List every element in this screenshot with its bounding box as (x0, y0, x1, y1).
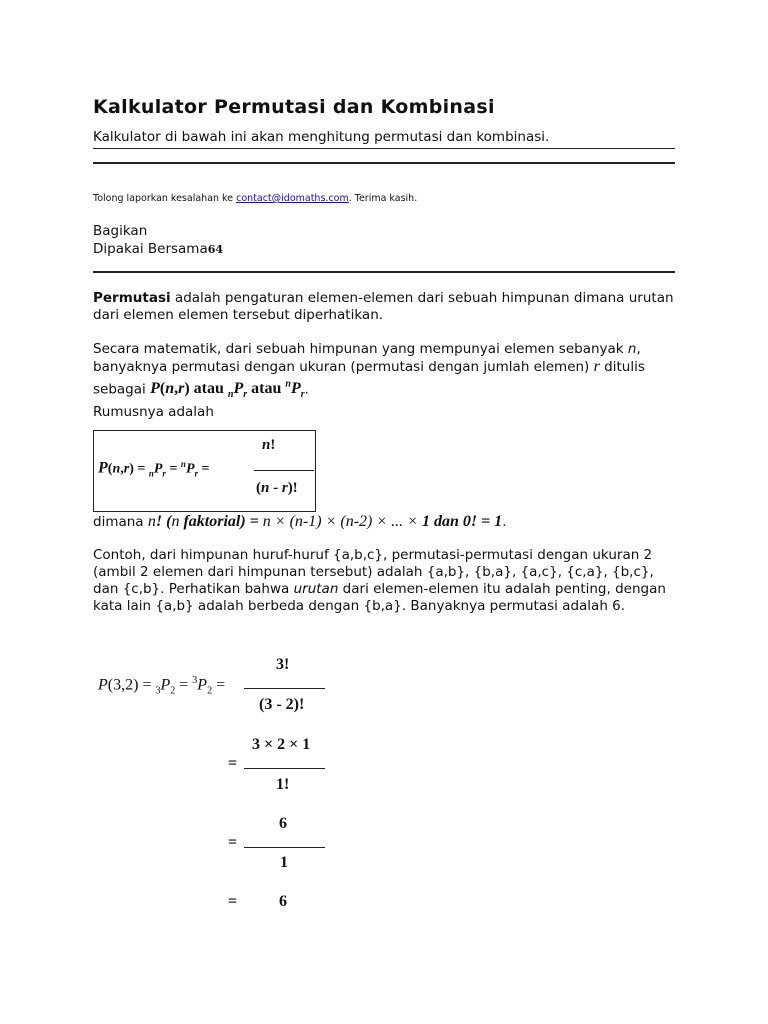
contact-email-link[interactable]: contact@idomaths.com (236, 193, 349, 204)
step3-numerator: 6 (279, 815, 287, 832)
definition-text: adalah pengaturan elemen-elemen dari sebuah himpunan dimana urutan dari elemen elemen tersebut diperhatikan. (93, 290, 674, 323)
definition-term: Permutasi (93, 290, 171, 306)
example-emphasis: urutan (293, 581, 339, 597)
calc-lhs: $P(3,2) = _3P_2 = ^3P_2$ = (98, 675, 226, 697)
fraction-bar (254, 470, 314, 471)
definition-paragraph (93, 290, 683, 324)
formula-denominator: (n - r)! (256, 480, 298, 496)
report-prefix: Tolong laporkan kesalahan ke (93, 193, 237, 204)
fraction-bar (244, 847, 325, 848)
factorial-formula: n! (n faktorial) = n × (n-1) × (n-2) × ... × 1 dan 0! = 1 (147, 513, 503, 530)
calc-result: 6 (279, 893, 287, 910)
step3-denominator: 1 (280, 854, 288, 871)
factorial-prefix: dimana (93, 514, 148, 530)
step2-denominator: 1! (276, 776, 290, 793)
example-paragraph (93, 547, 683, 615)
step1-numerator: 3! (276, 656, 290, 673)
page-title: Kalkulator Permutasi dan Kombinasi (93, 96, 495, 118)
step1-denominator: (3 - 2)! (259, 696, 305, 713)
formula-label: Rumusnya adalah (93, 403, 214, 420)
intro-text-3: ditulis sebagai (93, 359, 645, 398)
fraction-bar (244, 768, 325, 769)
factorial-definition (93, 513, 683, 531)
share-label[interactable]: Bagikan (93, 223, 148, 239)
intro-text-2: , banyaknya permutasi dengan ukuran (permutasi dengan jumlah elemen) (93, 341, 641, 375)
example-text-2: dari elemen-elemen itu adalah penting, dengan kata lain {a,b} adalah berbeda dengan {b,a}. Banyaknya permutasi adalah 6. (93, 581, 666, 614)
report-suffix: . Terima kasih. (348, 193, 418, 204)
equals-sign: = (228, 893, 238, 910)
formula-lhs: $P(n,r) = _nP_r = ^nP_r$ = (98, 459, 210, 479)
share-count-row (93, 240, 223, 259)
permutation-formula-box (93, 430, 316, 512)
report-note (93, 193, 417, 204)
equals-sign: = (228, 834, 238, 851)
used-label: Dipakai Bersama (93, 241, 208, 257)
divider (93, 271, 675, 273)
permutation-notation: P(n,r) atau $_nP_r$ atau $^nP_r$ (150, 379, 305, 401)
math-intro-paragraph: Secara matematik, dari sebuah himpunan yang mempunyai elemen sebanyak n, banyaknya permutasi dengan ukuran (permutasi dengan jumlah elemen) r ditulis sebagai P(n,r) atau $_nP_r$ atau $^nP_r$. Rumusnya adalah (93, 341, 683, 421)
share-section (93, 222, 223, 259)
share-count: 64 (207, 243, 224, 256)
factorial-end: . (502, 514, 507, 530)
page-subtitle: Kalkulator di bawah ini akan menghitung permutasi dan kombinasi. (93, 129, 550, 145)
divider (93, 162, 675, 164)
divider (93, 148, 675, 149)
fraction-bar (244, 688, 325, 689)
var-n: n (627, 341, 637, 357)
equals-sign: = (228, 755, 238, 772)
intro-text-1: Secara matematik, dari sebuah himpunan yang mempunyai elemen sebanyak (93, 341, 628, 357)
example-text: Contoh, dari himpunan huruf-huruf {a,b,c}, permutasi-permutasi dengan ukuran 2 (ambil 2 elemen dari himpunan tersebut) adalah {a,b}, {b,a}, {a,c}, {c,a}, {b,c}, dan {c,b}. Perhatikan bahwa (93, 547, 654, 597)
var-r: r (593, 358, 600, 375)
step2-numerator: 3 × 2 × 1 (252, 736, 311, 753)
formula-numerator: n! (262, 437, 276, 453)
